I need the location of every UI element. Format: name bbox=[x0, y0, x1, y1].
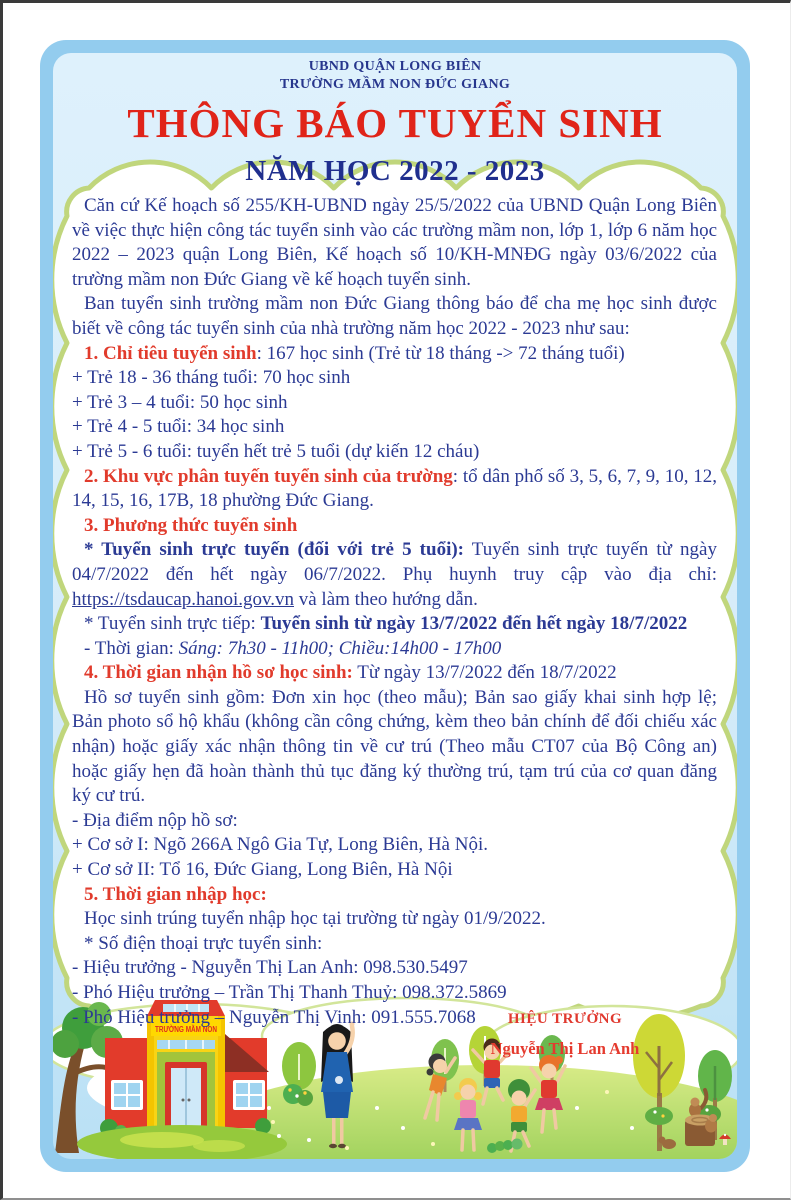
section-5-heading: 5. Thời gian nhập học: bbox=[84, 883, 267, 905]
address-label: - Địa điểm nộp hồ sơ: bbox=[72, 809, 238, 831]
poster-card-inner bbox=[53, 53, 737, 1159]
poster-title: THÔNG BÁO TUYỂN SINH bbox=[127, 100, 663, 146]
online-enrollment-label: * Tuyển sinh trực tuyến (đối với trẻ 5 tuổi): bbox=[84, 539, 465, 561]
section-1-value: : 167 học sinh (Trẻ từ 18 tháng -> 72 tháng tuổi) bbox=[256, 342, 625, 364]
section-4-heading: 4. Thời gian nhận hồ sơ học sinh: bbox=[84, 662, 353, 684]
section-5-heading-line bbox=[72, 883, 717, 908]
section-2-value: : tổ dân phố số 3, 5, 6, 7, 9, 10, 12, 14, 15, 16, 17B, 18 phường Đức Giang. bbox=[72, 465, 717, 512]
list-item: + Trẻ 18 - 36 tháng tuổi: 70 học sinh bbox=[72, 367, 351, 389]
poster-subtitle: NĂM HỌC 2022 - 2023 bbox=[245, 155, 545, 187]
org-line-2: TRƯỜNG MẦM NON ĐỨC GIANG bbox=[279, 77, 511, 92]
section-1-heading-line bbox=[72, 342, 717, 367]
phone-item: - Phó Hiệu trưởng – Trần Thị Thanh Thuỷ: 098.372.5869 bbox=[72, 982, 507, 1003]
phones-label: * Số điện thoại trực tuyển sinh: bbox=[84, 932, 323, 954]
time-value: Sáng: 7h30 - 11h00; Chiều:14h00 - 17h00 bbox=[178, 637, 502, 659]
signature-role: HIỆU TRƯỞNG bbox=[507, 1011, 623, 1027]
online-enrollment-text: Tuyển sinh trực tuyến từ ngày 04/7/2022 đến hết ngày 06/7/2022. Phụ huynh truy cập vào địa chỉ: bbox=[72, 539, 717, 585]
signature-name: Nguyễn Thị Lan Anh bbox=[490, 1039, 640, 1058]
address-item: + Cơ sở I: Ngõ 266A Ngô Gia Tự, Long Biên, Hà Nội. bbox=[72, 834, 488, 856]
intro-paragraph-2: Ban tuyển sinh trường mầm non Đức Giang thông báo để cha mẹ học sinh được biết về công tác tuyển sinh của nhà trường năm học 2022 - 2023 như sau: bbox=[72, 293, 717, 339]
section-2-heading-line bbox=[72, 465, 717, 514]
section-4-value: Từ ngày 13/7/2022 đến 18/7/2022 bbox=[352, 662, 617, 684]
list-item: + Trẻ 5 - 6 tuổi: tuyển hết trẻ 5 tuổi (dự kiến 12 cháu) bbox=[72, 440, 480, 462]
direct-enrollment-dates: Tuyển sinh từ ngày 13/7/2022 đến hết ngày 18/7/2022 bbox=[260, 613, 688, 635]
time-label: - Thời gian: bbox=[84, 637, 179, 659]
section-3-heading: 3. Phương thức tuyển sinh bbox=[84, 514, 298, 536]
announcement-body bbox=[72, 194, 717, 1030]
time-line bbox=[72, 637, 717, 662]
online-enrollment-tail: và làm theo hướng dẫn. bbox=[294, 588, 478, 610]
enrollment-url-link[interactable]: https://tsdaucap.hanoi.gov.vn bbox=[72, 588, 294, 610]
section-2-heading: 2. Khu vực phân tuyến tuyển sinh của trường bbox=[84, 465, 453, 487]
school-sign: TRƯỜNG MẦM NON bbox=[155, 1025, 233, 1034]
online-enrollment-paragraph bbox=[72, 538, 717, 612]
direct-enrollment-line bbox=[72, 612, 717, 637]
documents-paragraph: Hồ sơ tuyển sinh gồm: Đơn xin học (theo mẫu); Bản sao giấy khai sinh hợp lệ; Bản photo sổ hộ khẩu (không cần công chứng, kèm theo bản chính để đối chiếu xác nhận) hoặc giấy xác nhận thông tin về cư trú (Theo mẫu CT07 của Bộ Công an) hoặc giấy hẹn đã hoàn thành thủ tục đăng ký thường trú, tạm trú của cơ quan đăng ký cư trú. bbox=[72, 686, 717, 807]
list-item: + Trẻ 3 – 4 tuổi: 50 học sinh bbox=[72, 391, 288, 413]
direct-enrollment-label: * Tuyển sinh trực tiếp: bbox=[84, 613, 261, 635]
section-1-heading: 1. Chỉ tiêu tuyển sinh bbox=[84, 342, 257, 364]
list-item: + Trẻ 4 - 5 tuổi: 34 học sinh bbox=[72, 416, 285, 438]
address-item: + Cơ sở II: Tổ 16, Đức Giang, Long Biên, Hà Nội bbox=[72, 859, 453, 881]
phone-item: - Hiệu trưởng - Nguyễn Thị Lan Anh: 098.530.5497 bbox=[72, 957, 468, 979]
admission-date-line: Học sinh trúng tuyển nhập học tại trường từ ngày 01/9/2022. bbox=[84, 908, 546, 930]
section-3-heading-line bbox=[72, 514, 717, 539]
school-window-right bbox=[233, 1080, 265, 1110]
intro-paragraph-1: Căn cứ Kế hoạch số 255/KH-UBND ngày 25/5/2022 của UBND Quận Long Biên về việc thực hiện công tác tuyển sinh vào các trường mầm non, lớp 1, lớp 6 năm học 2022 – 2023 quận Long Biên, Kế hoạch số 10/KH-MNĐG ngày 03/6/2022 của trường mầm non Đức Giang về kế hoạch tuyển sinh. bbox=[72, 195, 717, 290]
org-line-1: UBND QUẬN LONG BIÊN bbox=[308, 59, 482, 74]
section-4-heading-line bbox=[72, 661, 717, 686]
poster-card bbox=[40, 40, 750, 1172]
phone-item: - Phó Hiệu trưởng – Nguyễn Thị Vinh: 091.555.7068 bbox=[72, 1006, 476, 1028]
school-window-left bbox=[111, 1080, 143, 1110]
